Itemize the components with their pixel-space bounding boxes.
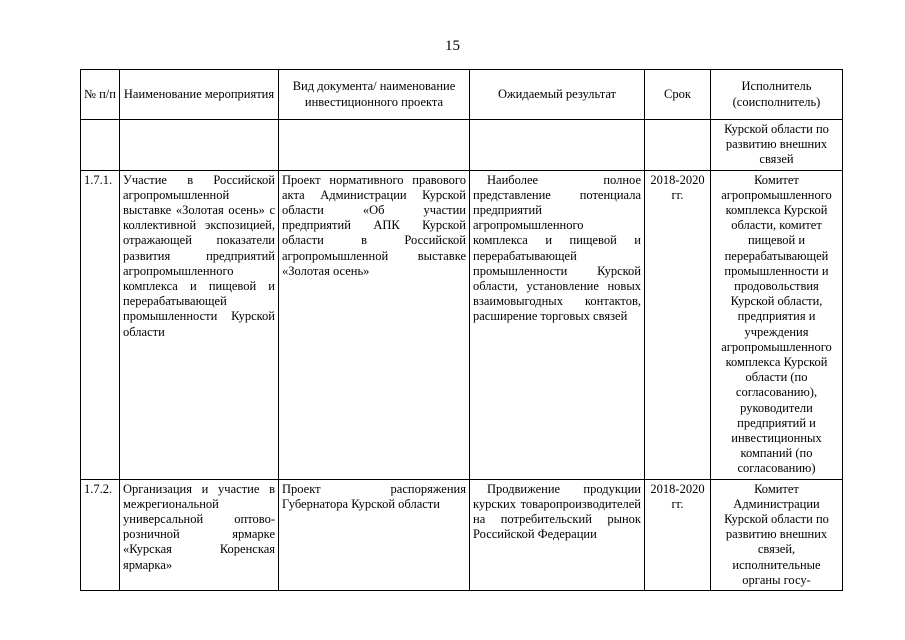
table-row — [81, 479, 843, 590]
header-executor: Исполнитель (соисполнитель) — [711, 70, 843, 120]
cell-term: 2018-2020 гг. — [645, 170, 711, 479]
table-header-row — [81, 70, 843, 120]
cell-name: Организация и участие в межрегиональной универсальной оптово-розничной ярмарке «Курская Коренская ярмарка» — [120, 479, 279, 590]
cell-name: Участие в Российской агропромышленной выставке «Золотая осень» с коллективной экспозицией, отражающей показатели развития предприятий агропромышленного комплекса и пищевой и перерабатывающей промышленности Курской области — [120, 170, 279, 479]
page-number: 15 — [445, 38, 460, 54]
header-name: Наименование мероприятия — [120, 70, 279, 120]
header-num: № п/п — [81, 70, 120, 120]
cell-doc: Проект нормативного правового акта Администрации Курской области «Об участии предприятий АПК Курской области в Российской агропромышленной выставке «Золотая осень» — [279, 170, 470, 479]
continuation-row — [81, 120, 843, 171]
cell-empty — [470, 120, 645, 171]
cell-num: 1.7.2. — [81, 479, 120, 590]
cell-empty — [279, 120, 470, 171]
cell-empty — [81, 120, 120, 171]
cell-empty — [645, 120, 711, 171]
header-term: Срок — [645, 70, 711, 120]
plan-table — [80, 69, 843, 591]
cell-term: 2018-2020 гг. — [645, 479, 711, 590]
header-doc: Вид документа/ наименование инвестиционного проекта — [279, 70, 470, 120]
cell-result: Продвижение продукции курских товаропроизводителей на потребительский рынок Российской Федерации — [470, 479, 645, 590]
table-row — [81, 170, 843, 479]
cell-executor: Комитет Администрации Курской области по развитию внешних связей, исполнительные органы госу- — [711, 479, 843, 590]
cell-doc: Проект распоряжения Губернатора Курской области — [279, 479, 470, 590]
cell-executor: Комитет агропромышленного комплекса Курской области, комитет пищевой и перерабатывающей промышленности и продовольствия Курской области, предприятия и учреждения агропромышленного комплекса Курской области (по согласованию), руководители предприятий и инвестиционных компаний (по согласованию) — [711, 170, 843, 479]
cell-empty — [120, 120, 279, 171]
cell-result: Наиболее полное представление потенциала предприятий агропромышленного комплекса и пищевой и перерабатывающей промышленности Курской области, установление новых взаимовыгодных контактов, расширение торговых связей — [470, 170, 645, 479]
cell-executor: Курской области по развитию внешних связей — [711, 120, 843, 171]
header-result: Ожидаемый результат — [470, 70, 645, 120]
cell-num: 1.7.1. — [81, 170, 120, 479]
